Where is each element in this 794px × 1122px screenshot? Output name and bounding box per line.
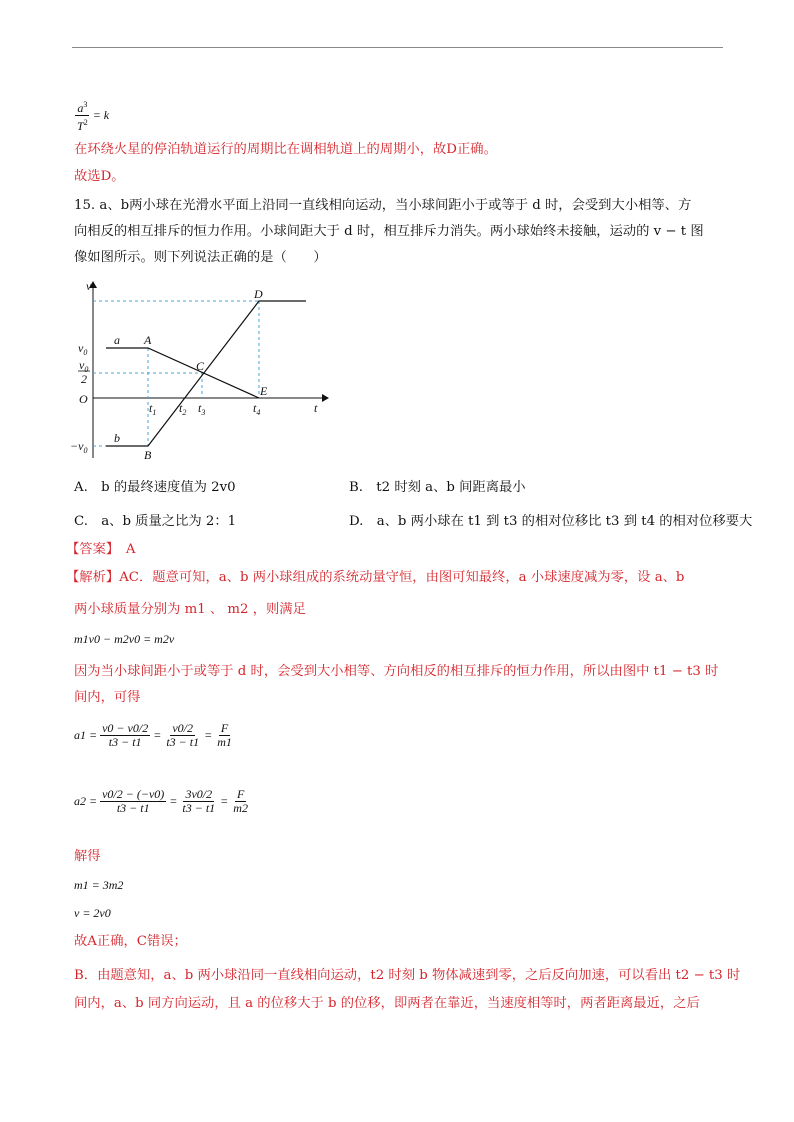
analysis-line-4: 间内，可得 bbox=[74, 690, 141, 705]
line-a bbox=[106, 348, 259, 398]
momentum-equation: m1v0 − m2v0 = m2v bbox=[74, 632, 175, 646]
point-e-label: E bbox=[260, 384, 268, 398]
option-d[interactable]: D. a、b 两小球在 t1 到 t3 的相对位移比 t3 到 t4 的相对位移要大 bbox=[349, 514, 753, 529]
question-line-3: 像如图所示。则下列说法正确的是（ ） bbox=[74, 250, 327, 265]
kepler-formula: $\frac{a^3}{T^2}$ = k bbox=[77, 100, 110, 133]
option-c[interactable]: C. a、b 质量之比为 2：1 bbox=[74, 514, 237, 529]
tick-t1: $t_1$ bbox=[149, 401, 157, 417]
vt-graph bbox=[66, 278, 336, 468]
point-a-label: A bbox=[144, 333, 152, 347]
analysis-b-line-2: 间内，a、b 同方向运动，且 a 的位移大于 b 的位移，即两者在靠近，当速度相等时，两者距离最近，之后 bbox=[74, 996, 700, 1011]
option-a[interactable]: A. b 的最终速度值为 2v0 bbox=[74, 480, 236, 495]
result-velocity: v = 2v0 bbox=[74, 906, 111, 920]
choice-d: 故选D。 bbox=[74, 169, 125, 184]
analysis-line-2: 两小球质量分别为 m1 、 m2 ，则满足 bbox=[74, 602, 306, 617]
conclusion-d: 在环绕火星的停泊轨道运行的周期比在调相轨道上的周期小，故D正确。 bbox=[74, 142, 497, 157]
analysis-b-line-1: B．由题意知，a、b 两小球沿同一直线相向运动，t2 时刻 b 物体减速到零，之后反向加速，可以看出 t2 − t3 时 bbox=[74, 968, 741, 983]
point-c-label: C bbox=[196, 359, 205, 373]
question-line-1: 15. a、b两小球在光滑水平面上沿同一直线相向运动，当小球间距小于或等于 d 时，会受到大小相等、方 bbox=[74, 198, 692, 213]
tick-half-v0-den: 2 bbox=[81, 372, 87, 386]
line-a-label: a bbox=[114, 333, 120, 347]
result-mass: m1 = 3m2 bbox=[74, 878, 124, 892]
line-b-label: b bbox=[114, 431, 120, 445]
answer-line: 【答案】 A bbox=[66, 542, 136, 557]
tick-v0: $v_0$ bbox=[78, 341, 88, 357]
analysis-line-1: 【解析】AC．题意可知，a、b 两小球组成的系统动量守恒，由图可知最终，a 小球速度减为零，设 a、b bbox=[66, 570, 685, 585]
a2-equation: a2 = $\frac{v0/2 - (-v0)}{t3 - t1}$ = $\frac{3v0/2}{t3 - t1}$ = $\frac{F}{m2}$ bbox=[74, 787, 248, 815]
analysis-line-3: 因为当小球间距小于或等于 d 时，会受到大小相等、方向相反的相互排斥的恒力作用，所以由图中 t1 − t3 时 bbox=[74, 664, 719, 679]
question-line-2: 向相反的相互排斥的恒力作用。小球间距大于 d 时，相互排斥力消失。两小球始终未接触，运动的 v − t 图 bbox=[74, 224, 704, 239]
tick-t3: $t_3$ bbox=[198, 401, 206, 417]
tick-half-v0-num: $v_0$ bbox=[79, 358, 89, 374]
tick-t2: $t_2$ bbox=[179, 401, 187, 417]
solve-label: 解得 bbox=[74, 849, 101, 864]
point-d-label: D bbox=[254, 287, 263, 301]
axis-t-label: t bbox=[314, 401, 318, 415]
a1-equation: a1 = $\frac{v0 - v0/2}{t3 - t1}$ = $\frac{v0/2}{t3 - t1}$ = $\frac{F}{m1}$ bbox=[74, 721, 232, 749]
conclusion-ac: 故A正确，C错误； bbox=[74, 934, 187, 949]
axis-v-label: v bbox=[86, 279, 92, 293]
tick-neg-v0: $-v_0$ bbox=[70, 439, 88, 455]
header-rule bbox=[72, 47, 723, 48]
origin-label: O bbox=[79, 392, 88, 406]
option-b[interactable]: B. t2 时刻 a、b 间距离最小 bbox=[349, 480, 526, 495]
point-b-label: B bbox=[144, 448, 152, 462]
tick-t4: $t_4$ bbox=[253, 401, 261, 417]
